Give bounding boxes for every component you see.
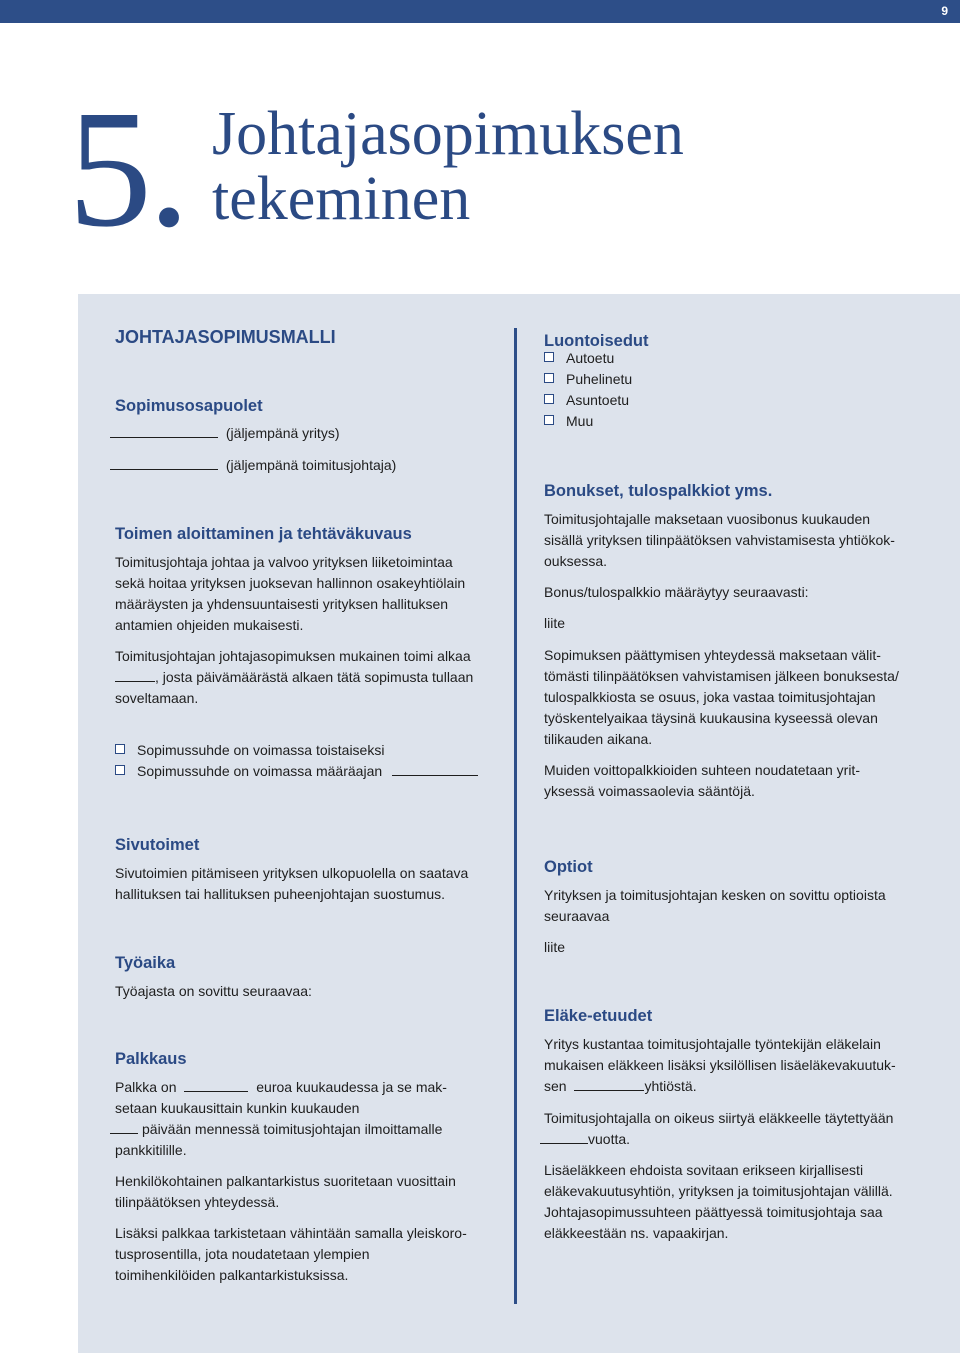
optiot-text — [544, 885, 886, 927]
text-line: tömästi tilinpäätöksen vahvistamisen jälkeen bonuksesta/ — [544, 668, 899, 684]
toimi-paragraph-1 — [115, 552, 465, 636]
text-line: Toimitusjohtajan johtajasopimuksen mukainen toimi alkaa — [115, 648, 471, 664]
text-line: yhtiöstä. — [644, 1078, 697, 1094]
text-line: sen — [544, 1078, 567, 1094]
text-line: Yrityksen ja toimitusjohtajan kesken on sovittu optioista — [544, 887, 886, 903]
text-line: Yritys kustantaa toimitusjohtajalle työntekijän eläkelain — [544, 1036, 881, 1052]
tyoaika-text: Työajasta on sovittu seuraavaa: — [115, 983, 312, 999]
osapuolet-line-company — [110, 423, 339, 444]
text-line: työskentelyaikaa täysinä kuukausina kyseessä olevan — [544, 710, 878, 726]
top-bar — [0, 0, 960, 23]
text-line: vuotta. — [588, 1131, 631, 1147]
text-line: sisällä yrityksen tilinpäätöksen vahvistamisesta yhtiökok- — [544, 532, 895, 548]
checkbox[interactable] — [115, 765, 125, 775]
text-line: , josta päivämäärästä alkaen tätä sopimusta tullaan — [155, 669, 474, 685]
retirement-age-blank[interactable] — [540, 1129, 588, 1144]
sivutoimet-text — [115, 863, 468, 905]
sivutoimet-heading: Sivutoimet — [115, 836, 200, 854]
text-line: seuraavaa — [544, 908, 610, 924]
palkkaus-paragraph-2 — [115, 1171, 456, 1213]
checkbox[interactable] — [544, 394, 554, 404]
insurance-company-blank[interactable] — [574, 1076, 644, 1091]
contract-duration-option-1[interactable] — [115, 740, 384, 761]
elake-heading: Eläke-etuudet — [544, 1007, 653, 1025]
column-divider — [514, 328, 517, 1304]
text-line: Toimitusjohtajalle maksetaan vuosibonus kuukauden — [544, 511, 871, 527]
checkbox[interactable] — [544, 415, 554, 425]
ceo-name-blank[interactable] — [110, 455, 218, 470]
optiot-heading: Optiot — [544, 858, 593, 876]
text-line: Palkka on — [115, 1079, 177, 1095]
fixed-term-blank[interactable] — [392, 761, 478, 776]
text-line: eläkevakuutusyhtiön, yrityksen ja toimitusjohtajan välillä. — [544, 1183, 893, 1199]
elake-paragraph-3 — [544, 1160, 893, 1244]
checkbox[interactable] — [544, 373, 554, 383]
company-label: (jäljempänä yritys) — [225, 425, 340, 441]
benefit-item-muu[interactable] — [544, 411, 632, 432]
ceo-label: (jäljempänä toimitusjohtaja) — [225, 457, 397, 473]
luontoisedut-list — [544, 348, 632, 432]
text-line: määräysten ja yhdensuuntaisesti yrityksen hallituksen — [115, 596, 449, 612]
bonukset-heading: Bonukset, tulospalkkiot yms. — [544, 482, 773, 500]
text-line: mukaisen eläkkeen lisäksi yksilöllisen lisäeläkevakuutuk- — [544, 1057, 896, 1073]
pay-day-blank[interactable] — [110, 1119, 138, 1134]
bonukset-paragraph-4 — [544, 645, 899, 750]
item-label: Autoetu — [566, 350, 615, 366]
text-line: soveltamaan. — [115, 690, 199, 706]
item-label: Muu — [566, 413, 594, 429]
text-line: tilinpäätöksen yhteydessä. — [115, 1194, 280, 1210]
chapter-number: 5. — [68, 76, 186, 262]
benefit-item-asuntoetu[interactable] — [544, 390, 632, 411]
text-line: Toimitusjohtajalla on oikeus siirtyä eläkkeelle täytettyään — [544, 1110, 894, 1126]
item-label: Puhelinetu — [566, 371, 633, 387]
text-line: euroa kuukaudessa ja se mak- — [256, 1079, 447, 1095]
text-line: Johtajasopimussuhteen päättyessä toimitusjohtaja saa — [544, 1204, 883, 1220]
page-number: 9 — [941, 4, 948, 18]
tyoaika-heading: Työaika — [115, 954, 176, 972]
palkkaus-paragraph-3 — [115, 1223, 467, 1286]
text-line: hallituksen tai hallituksen puheenjohtajan suostumus. — [115, 886, 445, 902]
text-line: Henkilökohtainen palkantarkistus suoritetaan vuosittain — [115, 1173, 456, 1189]
text-line: antamien ohjeiden mukaisesti. — [115, 617, 304, 633]
toimi-paragraph-2 — [115, 646, 473, 709]
osapuolet-heading: Sopimusosapuolet — [115, 397, 263, 415]
chapter-title — [212, 102, 684, 232]
option-label: Sopimussuhde on voimassa määräajan — [137, 763, 383, 779]
text-line: Toimitusjohtaja johtaa ja valvoo yrityksen liiketoimintaa — [115, 554, 453, 570]
luontoisedut-heading: Luontoisedut — [544, 332, 649, 350]
main-heading: JOHTAJASOPIMUSMALLI — [115, 327, 336, 347]
text-line: Sopimuksen päättymisen yhteydessä maksetaan välit- — [544, 647, 881, 663]
toimi-heading: Toimen aloittaminen ja tehtäväkuvaus — [115, 525, 412, 543]
benefit-item-puhelinetu[interactable] — [544, 369, 632, 390]
text-line: sekä hoitaa yrityksen juoksevan hallinnon osakeyhtiölain — [115, 575, 466, 591]
item-label: Asuntoetu — [566, 392, 630, 408]
contract-duration-option-2[interactable] — [115, 761, 478, 782]
bonukset-paragraph-2: Bonus/tulospalkkio määräytyy seuraavasti: — [544, 584, 809, 600]
text-line: Lisäeläkkeen ehdoista sovitaan erikseen kirjallisesti — [544, 1162, 864, 1178]
text-line: tusprosentilla, jota noudatetaan ylempien — [115, 1246, 370, 1262]
elake-paragraph-2 — [544, 1108, 893, 1150]
checkbox[interactable] — [544, 352, 554, 362]
palkkaus-heading: Palkkaus — [115, 1050, 187, 1068]
text-line: Sivutoimien pitämiseen yrityksen ulkopuolella on saatava — [115, 865, 469, 881]
chapter-title-line2: tekeminen — [212, 165, 471, 233]
bonukset-liite: liite — [544, 615, 566, 631]
text-line: ouksessa. — [544, 553, 608, 569]
bonukset-paragraph-1 — [544, 509, 895, 572]
osapuolet-line-ceo — [110, 455, 396, 476]
benefit-item-autoetu[interactable] — [544, 348, 632, 369]
text-line: pankkitilille. — [115, 1142, 187, 1158]
text-line: tilikauden aikana. — [544, 731, 653, 747]
text-line: tulospalkkiosta se osuus, joka vastaa toimitusjohtajan — [544, 689, 876, 705]
text-line: päivään mennessä toimitusjohtajan ilmoittamalle — [142, 1121, 443, 1137]
bonukset-paragraph-5 — [544, 760, 860, 802]
optiot-liite: liite — [544, 939, 566, 955]
checkbox[interactable] — [115, 744, 125, 754]
text-line: Muiden voittopalkkioiden suhteen noudatetaan yrit- — [544, 762, 860, 778]
text-line: setaan kuukausittain kunkin kuukauden — [115, 1100, 360, 1116]
elake-paragraph-1 — [544, 1034, 896, 1097]
option-label: Sopimussuhde on voimassa toistaiseksi — [137, 742, 385, 758]
palkkaus-paragraph-1 — [115, 1077, 447, 1161]
text-line: eläkkeestään ns. vapaakirjan. — [544, 1225, 729, 1241]
text-line: Lisäksi palkkaa tarkistetaan vähintään samalla yleiskoro- — [115, 1225, 467, 1241]
salary-blank[interactable] — [184, 1077, 248, 1092]
chapter-title-line1: Johtajasopimuksen — [212, 100, 684, 168]
start-date-blank[interactable] — [115, 667, 155, 682]
text-line: yksessä voimassaolevia sääntöjä. — [544, 783, 755, 799]
company-name-blank[interactable] — [110, 423, 218, 438]
text-line: toimihenkilöiden palkantarkistuksissa. — [115, 1267, 349, 1283]
